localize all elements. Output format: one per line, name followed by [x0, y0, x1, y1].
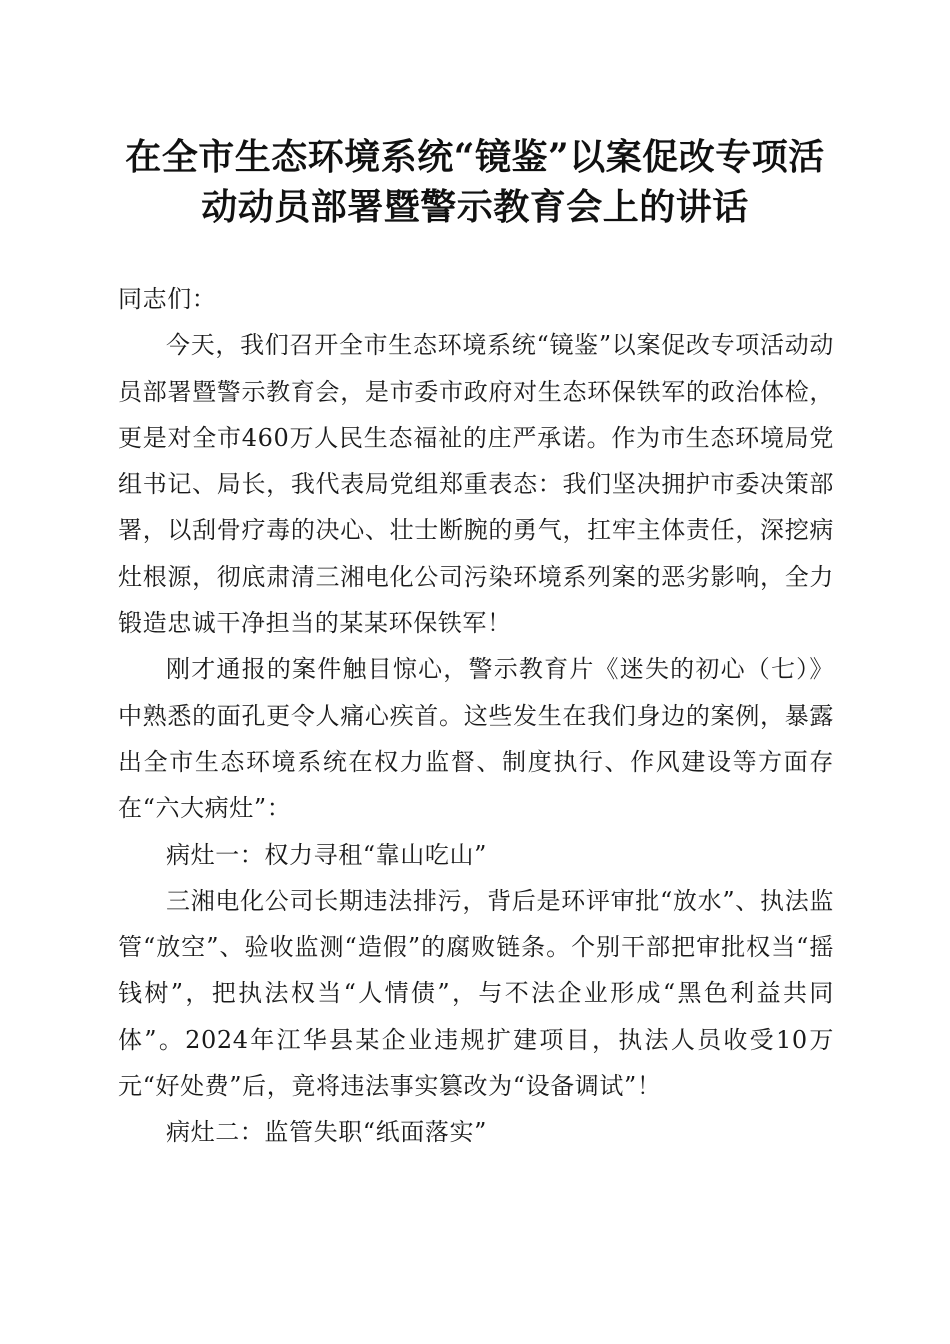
document-body [118, 276, 834, 1156]
paragraph-section-1: 三湘电化公司长期违法排污，背后是环评审批“放水”、执法监管“放空”、验收监测“造假”的腐败链条。个别干部把审批权当“摇钱树”，把执法权当“人情债”，与不法企业形成“黑色利益共同体”。2024年江华县某企业违规扩建项目，执法人员收受10万元“好处费”后，竟将违法事实篡改为“设备调试”！ [118, 886, 834, 1101]
section-heading-1: 病灶一：权力寻租“靠山吃山” [166, 840, 487, 869]
document-title [100, 132, 850, 232]
paragraph-intro: 今天，我们召开全市生态环境系统“镜鉴”以案促改专项活动动员部署暨警示教育会，是市委市政府对生态环保铁军的政治体检，更是对全市460万人民生态福祉的庄严承诺。作为市生态环境局党组书记、局长，我代表局党组郑重表态：我们坚决拥护市委决策部署，以刮骨疗毒的决心、壮士断腕的勇气，扛牢主体责任，深挖病灶根源，彻底肃清三湘电化公司污染环境系列案的恶劣影响，全力锻造忠诚干净担当的某某环保铁军！ [118, 331, 834, 638]
title-line-2: 动动员部署暨警示教育会上的讲话 [201, 186, 749, 228]
paragraph-cases: 刚才通报的案件触目惊心，警示教育片《迷失的初心（七）》中熟悉的面孔更令人痛心疾首。这些发生在我们身边的案例，暴露出全市生态环境系统在权力监督、制度执行、作风建设等方面存在“六大病灶”： [118, 655, 834, 823]
title-line-1: 在全市生态环境系统“镜鉴”以案促改专项活 [125, 136, 825, 178]
section-heading-2: 病灶二：监管失职“纸面落实” [166, 1118, 487, 1147]
salutation: 同志们： [118, 285, 217, 313]
